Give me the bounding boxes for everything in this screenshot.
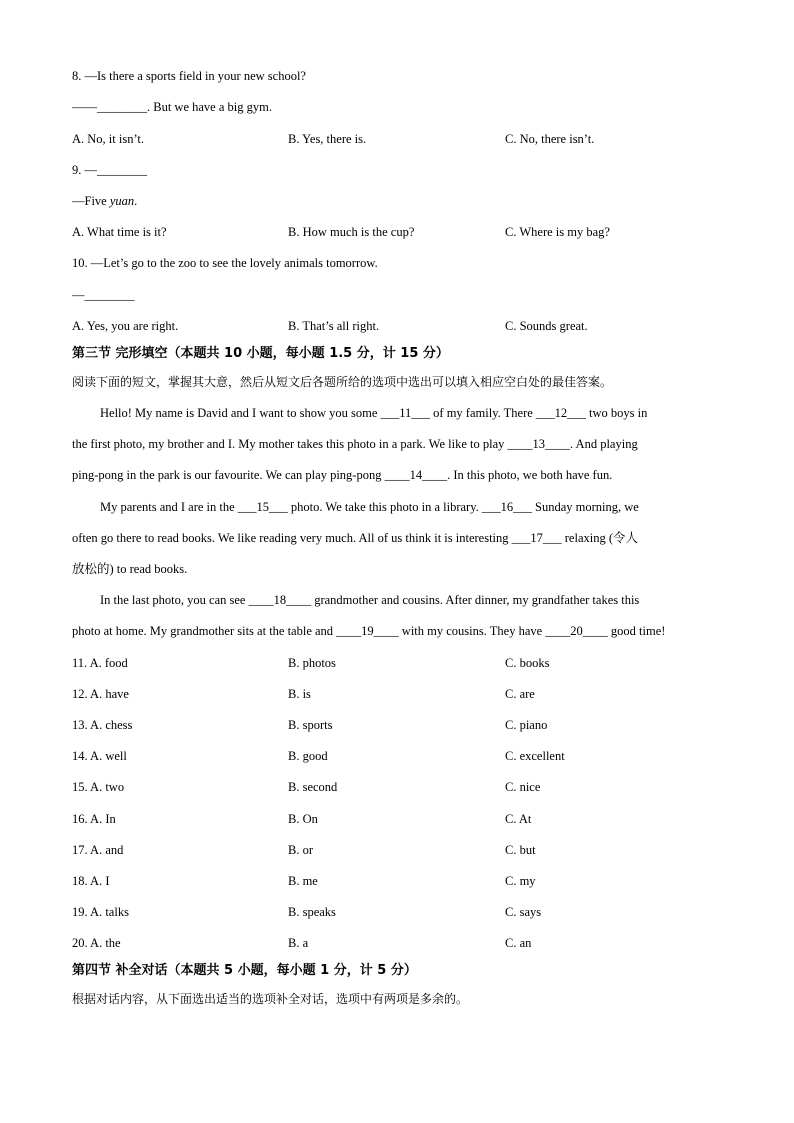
section4-heading: 第四节 补全对话（本题共 5 小题，每小题 1 分，计 5 分） <box>72 963 417 978</box>
q15-option-a: 15. A. two <box>72 780 125 794</box>
q13-option-c: C. piano <box>505 718 548 732</box>
q13-option-b: B. sports <box>288 718 333 732</box>
q12-option-b: B. is <box>288 687 311 701</box>
q9-stem: 9. —________ <box>72 163 147 177</box>
q10-stem: 10. —Let’s go to the zoo to see the lovely animals tomorrow. <box>72 256 378 270</box>
q12-option-c: C. are <box>505 687 535 701</box>
passage-line-4: My parents and I are in the ___15___ photo. We take this photo in a library. ___16___ Sunday morning, we <box>100 500 639 514</box>
q14-option-b: B. good <box>288 749 328 763</box>
q16-option-c: C. At <box>505 812 532 826</box>
q18-option-a: 18. A. I <box>72 874 110 888</box>
q18-option-b: B. me <box>288 874 318 888</box>
q15-option-b: B. second <box>288 780 338 794</box>
q20-option-c: C. an <box>505 936 532 950</box>
q14-option-c: C. excellent <box>505 749 565 763</box>
section3-instruction: 阅读下面的短文，掌握其大意，然后从短文后各题所给的选项中选出可以填入相应空白处的最佳答案。 <box>72 375 613 389</box>
q19-option-b: B. speaks <box>288 905 336 919</box>
section3-heading: 第三节 完形填空（本题共 10 小题，每小题 1.5 分，计 15 分） <box>72 346 449 361</box>
q15-option-c: C. nice <box>505 780 541 794</box>
q8-stem: 8. —Is there a sports field in your new school? <box>72 69 306 83</box>
q20-option-b: B. a <box>288 936 309 950</box>
q11-option-a: 11. A. food <box>72 656 128 670</box>
q8-option-a: A. No, it isn’t. <box>72 132 144 146</box>
q20-option-a: 20. A. the <box>72 936 121 950</box>
q17-option-a: 17. A. and <box>72 843 124 857</box>
q10-option-b: B. That’s all right. <box>288 319 380 333</box>
passage-line-6: 放松的) to read books. <box>72 562 188 576</box>
q9-answer-yuan: yuan <box>109 194 135 208</box>
passage-line-7: In the last photo, you can see ____18____ grandmother and cousins. After dinner, my grandfather takes this <box>100 593 640 607</box>
q14-option-a: 14. A. well <box>72 749 127 763</box>
q17-option-b: B. or <box>288 843 313 857</box>
passage-line-5: often go there to read books. We like reading very much. All of us think it is interesting ___17___ relaxing (令人 <box>72 531 639 545</box>
q8-option-b: B. Yes, there is. <box>288 132 367 146</box>
q19-option-a: 19. A. talks <box>72 905 129 919</box>
q16-option-a: 16. A. In <box>72 812 116 826</box>
passage-line-8: photo at home. My grandmother sits at the table and ____19____ with my cousins. They have ____20____ good time! <box>72 624 666 638</box>
q9-option-a: A. What time is it? <box>72 225 167 239</box>
q17-option-c: C. but <box>505 843 536 857</box>
passage-line-1: Hello! My name is David and I want to show you some ___11___ of my family. There ___12___ two boys in <box>100 406 648 420</box>
q8-option-c: C. No, there isn’t. <box>505 132 595 146</box>
q13-option-a: 13. A. chess <box>72 718 133 732</box>
q16-option-b: B. On <box>288 812 318 826</box>
section4-instruction: 根据对话内容，从下面选出适当的选项补全对话，选项中有两项是多余的。 <box>72 992 469 1006</box>
q9-option-b: B. How much is the cup? <box>288 225 415 239</box>
q9-answer-pre: —Five <box>72 194 110 208</box>
q8-answer-line: ——________. But we have a big gym. <box>72 100 272 114</box>
q9-answer-post: . <box>134 194 138 208</box>
q10-option-a: A. Yes, you are right. <box>72 319 179 333</box>
passage-line-2: the first photo, my brother and I. My mother takes this photo in a park. We like to play ____13____. And playing <box>72 437 638 451</box>
q10-option-c: C. Sounds great. <box>505 319 588 333</box>
q9-answer-line <box>72 193 137 209</box>
q12-option-a: 12. A. have <box>72 687 129 701</box>
q11-option-c: C. books <box>505 656 550 670</box>
q19-option-c: C. says <box>505 905 542 919</box>
q18-option-c: C. my <box>505 874 536 888</box>
q11-option-b: B. photos <box>288 656 336 670</box>
passage-line-3: ping-pong in the park is our favourite. We can play ping-pong ____14____. In this photo, we both have fun. <box>72 468 613 482</box>
q9-option-c: C. Where is my bag? <box>505 225 610 239</box>
q10-answer-line: —________ <box>72 288 135 302</box>
